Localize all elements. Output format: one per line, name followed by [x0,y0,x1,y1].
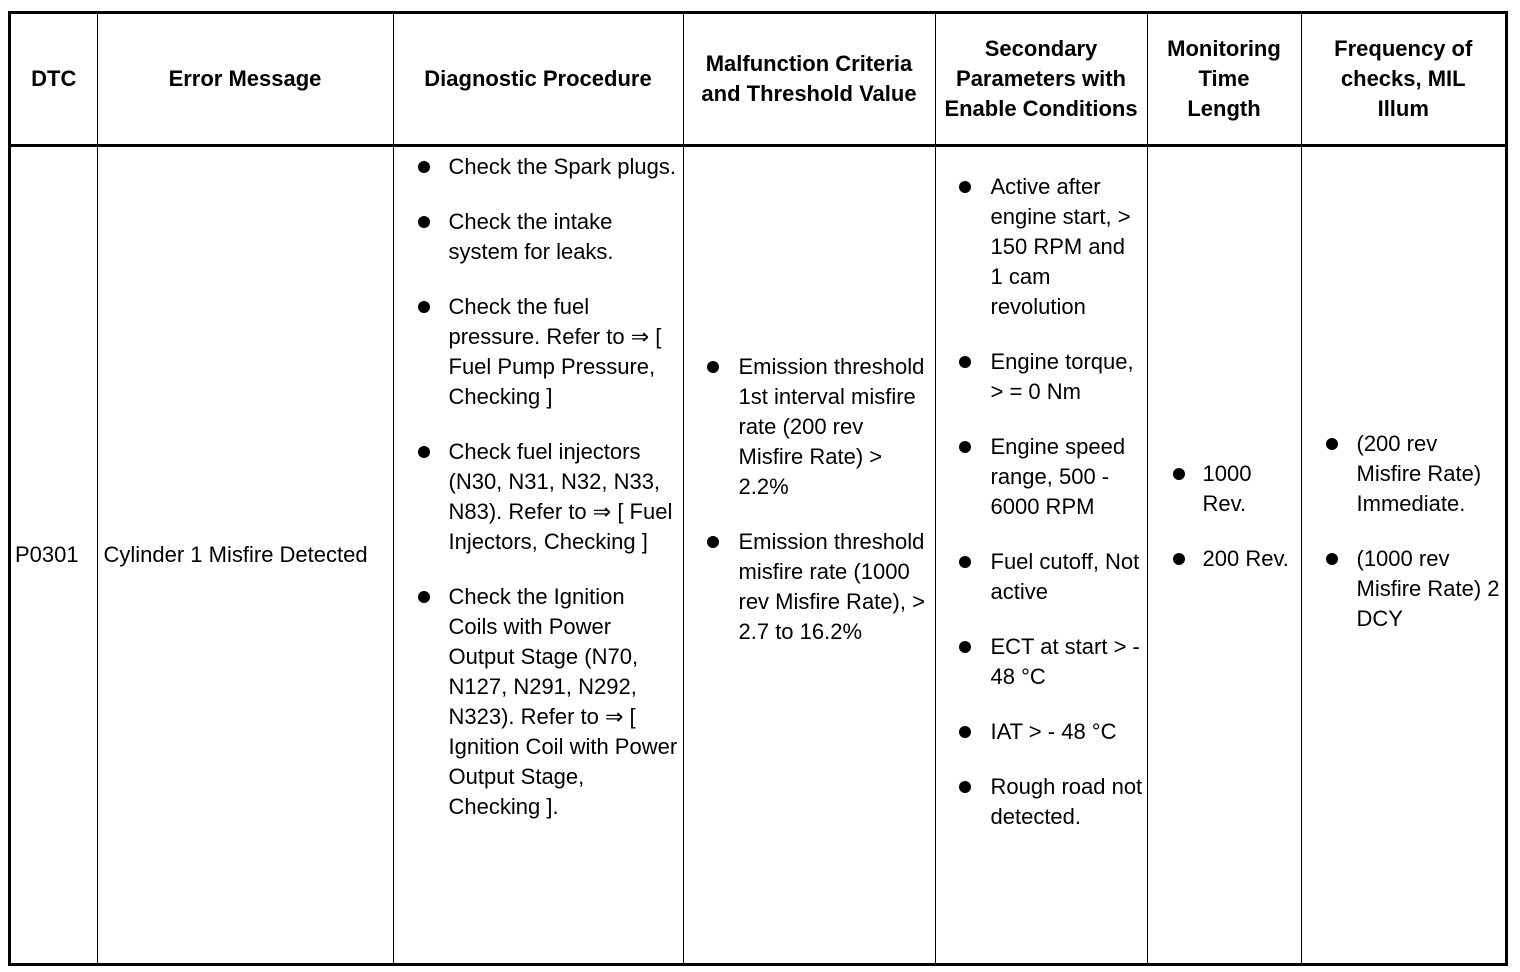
diagnostic-step [394,152,683,182]
diagnostic-step-text: Check fuel injectors (N30, N31, N32, N33, N83). Refer to ⇒ [ Fuel Injectors, Checking ] [448,439,673,554]
header-monitoring-time: Monitoring Time Length [1147,14,1301,146]
bullet-icon [1326,553,1338,565]
malfunction-criteria-cell [683,146,935,964]
parameter-item-text: ECT at start > - 48 °C [990,634,1140,689]
frequency-item [1302,544,1506,634]
monitoring-time-item [1148,544,1301,574]
criteria-item [684,527,935,647]
bullet-icon [418,591,430,603]
parameter-item [936,432,1147,522]
malfunction-criteria-list [684,352,935,647]
criteria-item-text: Emission threshold 1st interval misfire rate (200 rev Misfire Rate) > 2.2% [738,354,925,499]
bullet-icon [959,641,971,653]
diagnostic-step-text: Check the intake system for leaks. [448,209,614,264]
dtc-table-frame [8,11,1508,966]
frequency-item [1302,429,1506,519]
bullet-icon [959,726,971,738]
monitoring-time-item [1148,459,1301,519]
bullet-icon [707,361,719,373]
criteria-item [684,352,935,502]
diagnostic-step-text: Check the Spark plugs. [448,154,676,179]
parameter-item-text: IAT > - 48 °C [990,719,1117,744]
bullet-icon [1173,553,1185,565]
parameter-item [936,547,1147,607]
table-row [11,146,1505,964]
parameter-item-text: Active after engine start, > 150 RPM and 1 cam revolution [990,174,1131,319]
dtc-code-cell: P0301 [11,146,97,964]
bullet-icon [1173,468,1185,480]
table-header-row [11,14,1505,146]
error-message-cell: Cylinder 1 Misfire Detected [97,146,393,964]
parameter-item [936,717,1147,747]
header-malfunction-criteria: Malfunction Criteria and Threshold Value [683,14,935,146]
frequency-list [1302,429,1506,634]
frequency-item-text: (1000 rev Misfire Rate) 2 DCY [1356,546,1500,631]
monitoring-time-list [1148,459,1301,574]
parameter-item [936,172,1147,322]
criteria-item-text: Emission threshold misfire rate (1000 rev Misfire Rate), > 2.7 to 16.2% [738,529,925,644]
parameter-item-text: Engine torque, > = 0 Nm [990,349,1134,404]
monitoring-time-cell [1147,146,1301,964]
bullet-icon [707,536,719,548]
bullet-icon [959,441,971,453]
bullet-icon [959,556,971,568]
bullet-icon [418,216,430,228]
header-dtc: DTC [11,14,97,146]
diagnostic-step [394,582,683,822]
parameter-item-text: Fuel cutoff, Not active [990,549,1140,604]
parameter-item [936,772,1147,832]
parameter-item-text: Rough road not detected. [990,774,1143,829]
diagnostic-step-text: Check the fuel pressure. Refer to ⇒ [ Fuel Pump Pressure, Checking ] [448,294,662,409]
bullet-icon [1326,438,1338,450]
bullet-icon [959,781,971,793]
monitoring-time-item-text: 200 Rev. [1202,546,1289,571]
frequency-cell [1301,146,1505,964]
diagnostic-procedure-list [394,152,683,822]
diagnostic-step-text: Check the Ignition Coils with Power Output Stage (N70, N127, N291, N292, N323). Refer to ⇒ [ Ignition Coil with Power Output Stage, Checking ]. [448,584,678,819]
diagnostic-step [394,437,683,557]
monitoring-time-item-text: 1000 Rev. [1202,461,1252,516]
diagnostic-step [394,292,683,412]
diagnostic-procedure-cell [393,146,683,964]
bullet-icon [418,301,430,313]
dtc-table [11,14,1505,963]
bullet-icon [959,356,971,368]
diagnostic-step [394,207,683,267]
parameter-item [936,632,1147,692]
bullet-icon [959,181,971,193]
header-frequency: Frequency of checks, MIL Illum [1301,14,1505,146]
frequency-item-text: (200 rev Misfire Rate) Immediate. [1356,431,1482,516]
bullet-icon [418,161,430,173]
secondary-parameters-list [936,172,1147,832]
secondary-parameters-cell [935,146,1147,964]
header-error-message: Error Message [97,14,393,146]
header-secondary-parameters: Secondary Parameters with Enable Conditions [935,14,1147,146]
parameter-item [936,347,1147,407]
bullet-icon [418,446,430,458]
parameter-item-text: Engine speed range, 500 - 6000 RPM [990,434,1126,519]
header-diagnostic-procedure: Diagnostic Procedure [393,14,683,146]
